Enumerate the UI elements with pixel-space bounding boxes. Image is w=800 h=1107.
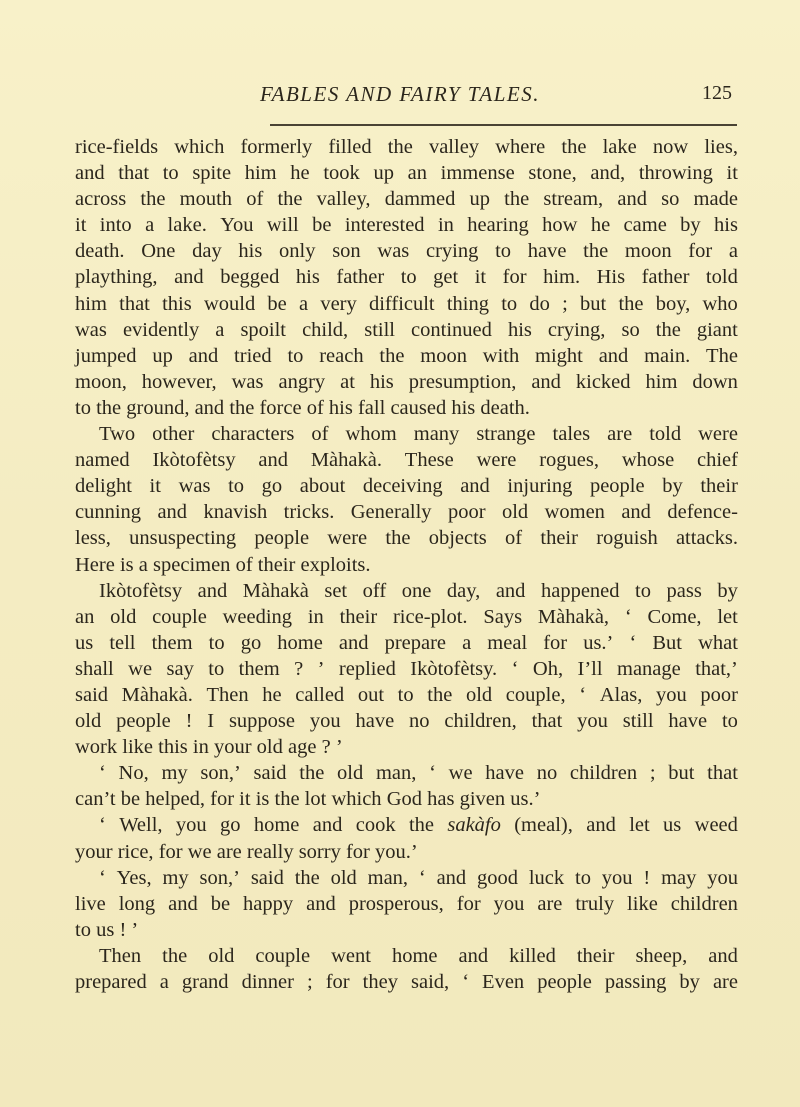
- text-line: was evidently a spoilt child, still continued his crying, so the giant: [75, 318, 738, 341]
- text-line: it into a lake. You will be interested in hearing how he came by his: [75, 214, 738, 237]
- text-line: Ikòtofètsy and Màhakà set off one day, and happened to pass by: [99, 579, 738, 602]
- text-line: him that this would be a very difficult thing to do ; but the boy, who: [75, 292, 738, 315]
- text-line: named Ikòtofètsy and Màhakà. These were rogues, whose chief: [75, 449, 738, 472]
- text-line: can’t be helped, for it is the lot which God has given us.’: [75, 788, 541, 811]
- text-line: prepared a grand dinner ; for they said, ‘ Even people passing by are: [75, 971, 738, 993]
- text-line: moon, however, was angry at his presumption, and kicked him down: [75, 370, 738, 393]
- text-line: us tell them to go home and prepare a meal for us.’ ‘ But what: [75, 631, 738, 654]
- text-line: your rice, for we are really sorry for you.’: [75, 840, 418, 863]
- text-line: to us ! ’: [75, 918, 139, 941]
- body-text: [75, 134, 738, 995]
- text-line: ‘ Well, you go home and cook the sakàfo (meal), and let us weed: [99, 814, 738, 837]
- text-line: plaything, and begged his father to get it for him. His father told: [75, 266, 738, 289]
- text-line: Two other characters of whom many strange tales are told were: [99, 423, 738, 446]
- text-line: ‘ No, my son,’ said the old man, ‘ we have no children ; but that: [99, 762, 738, 785]
- text-line: jumped up and tried to reach the moon with might and main. The: [75, 344, 738, 367]
- text-line: and that to spite him he took up an immense stone, and, throwing it: [75, 162, 738, 185]
- running-title: FABLES AND FAIRY TALES.: [260, 82, 540, 106]
- text-line: Then the old couple went home and killed their sheep, and: [99, 944, 738, 967]
- text-line: Here is a specimen of their exploits.: [75, 553, 371, 576]
- text-line: delight it was to go about deceiving and injuring people by their: [75, 475, 738, 498]
- text-line: across the mouth of the valley, dammed up the stream, and so made: [75, 188, 738, 211]
- text-line: cunning and knavish tricks. Generally poor old women and defence-: [75, 501, 738, 524]
- text-line: an old couple weeding in their rice-plot. Says Màhakà, ‘ Come, let: [75, 605, 738, 628]
- text-line: ‘ Yes, my son,’ said the old man, ‘ and good luck to you ! may you: [99, 866, 738, 889]
- page-number: 125: [702, 82, 732, 104]
- running-head: [0, 82, 800, 112]
- text-line: work like this in your old age ? ’: [75, 736, 343, 759]
- text-line: death. One day his only son was crying to have the moon for a: [75, 240, 738, 263]
- text-line: old people ! I suppose you have no children, that you still have to: [75, 710, 738, 733]
- text-line: live long and be happy and prosperous, for you are truly like children: [75, 892, 738, 915]
- text-line: to the ground, and the force of his fall caused his death.: [75, 396, 530, 419]
- text-line: said Màhakà. Then he called out to the old couple, ‘ Alas, you poor: [75, 683, 738, 706]
- header-rule: [270, 124, 737, 126]
- text-line: shall we say to them ? ’ replied Ikòtofètsy. ‘ Oh, I’ll manage that,’: [75, 657, 738, 680]
- text-line: rice-fields which formerly filled the valley where the lake now lies,: [75, 136, 738, 158]
- text-line: less, unsuspecting people were the objects of their roguish attacks.: [75, 527, 738, 550]
